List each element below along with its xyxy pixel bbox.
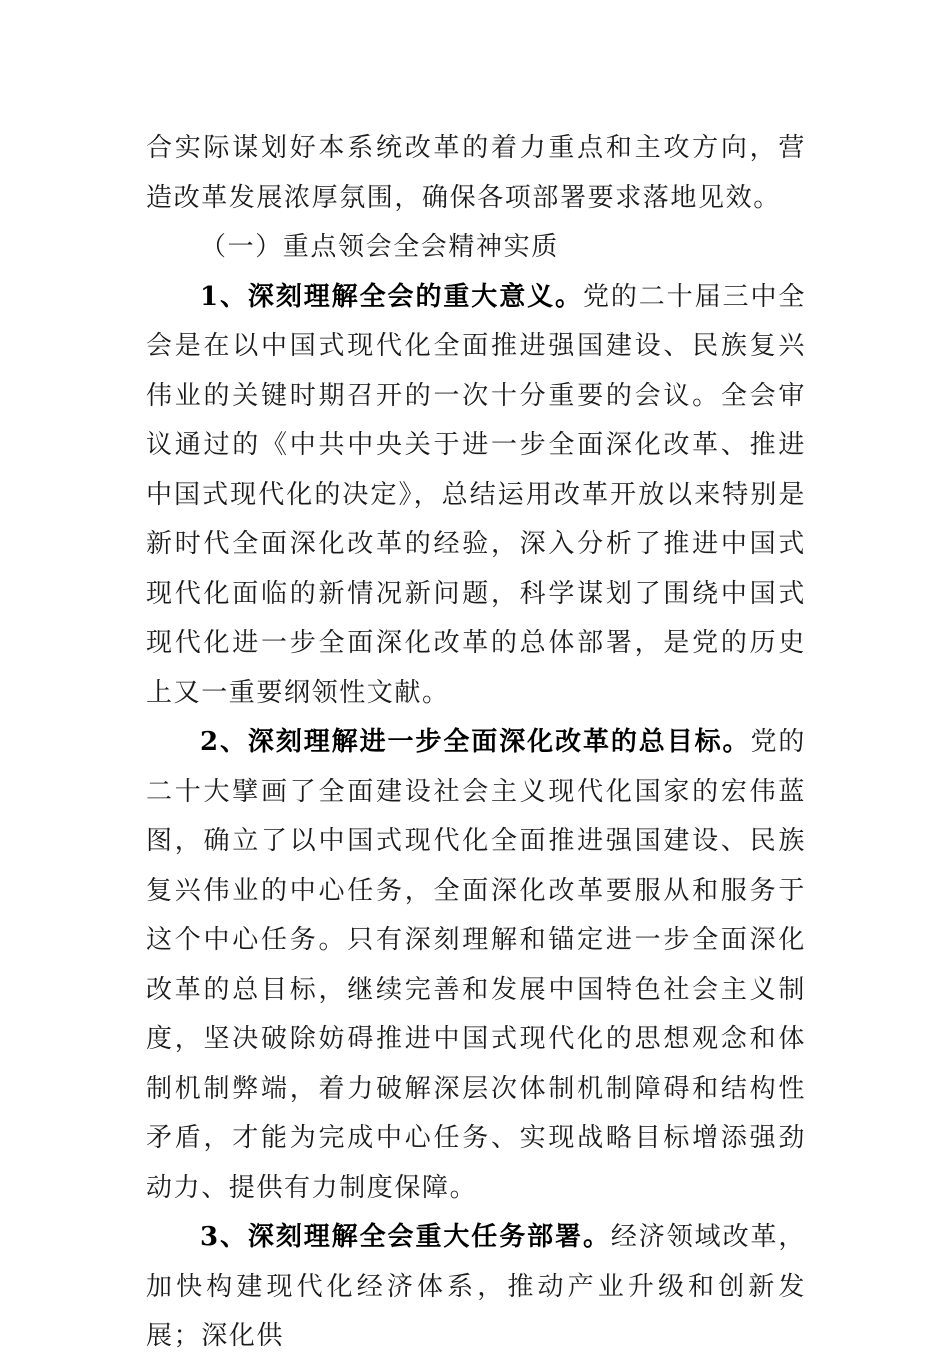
intro-paragraph: 合实际谋划好本系统改革的着力重点和主攻方向，营造改革发展浓厚氛围，确保各项部署要求落地见效。 bbox=[146, 133, 806, 213]
item-title-1: 1、深刻理解全会的重大意义。 bbox=[200, 281, 583, 312]
item-body-2: 党的二十大擘画了全面建设社会主义现代化国家的宏伟蓝图，确立了以中国式现代化全面推进强国建设、民族复兴伟业的中心任务，全面深化改革要服从和服务于这个中心任务。只有深刻理解和锚定进一步全面深化改革的总目标，继续完善和发展中国特色社会主义制度，坚决破除妨碍推进中国式现代化的思想观念和体制机制弊端，着力破解深层次体制机制障碍和结构性矛盾，才能为完成中心任务、实现战略目标增添强劲动力、提供有力制度保障。 bbox=[146, 727, 807, 1203]
section-heading: （一）重点领会全会精神实质 bbox=[200, 232, 559, 262]
item-title-3: 3、深刻理解全会重大任务部署。 bbox=[200, 1222, 611, 1252]
item-paragraph-3 bbox=[146, 1213, 806, 1362]
item-paragraph-2 bbox=[146, 718, 806, 1213]
item-body-3: 经济领域改革，加快构建现代化经济体系，推动产业升级和创新发展；深化供 bbox=[146, 1222, 807, 1351]
item-title-2: 2、深刻理解进一步全面深化改革的总目标。 bbox=[200, 727, 751, 757]
item-body-1: 党的二十届三中全会是在以中国式现代化全面推进强国建设、民族复兴伟业的关键时期召开的一次十分重要的会议。全会审议通过的《中共中央关于进一步全面深化改革、推进中国式现代化的决定》，总结运用改革开放以来特别是新时代全面深化改革的经验，深入分析了推进中国式现代化面临的新情况新问题，科学谋划了围绕中国式现代化进一步全面深化改革的总体部署，是党的历史上又一重要纲领性文献。 bbox=[146, 281, 806, 708]
item-paragraph-1 bbox=[146, 273, 806, 719]
document-body bbox=[146, 124, 806, 1362]
